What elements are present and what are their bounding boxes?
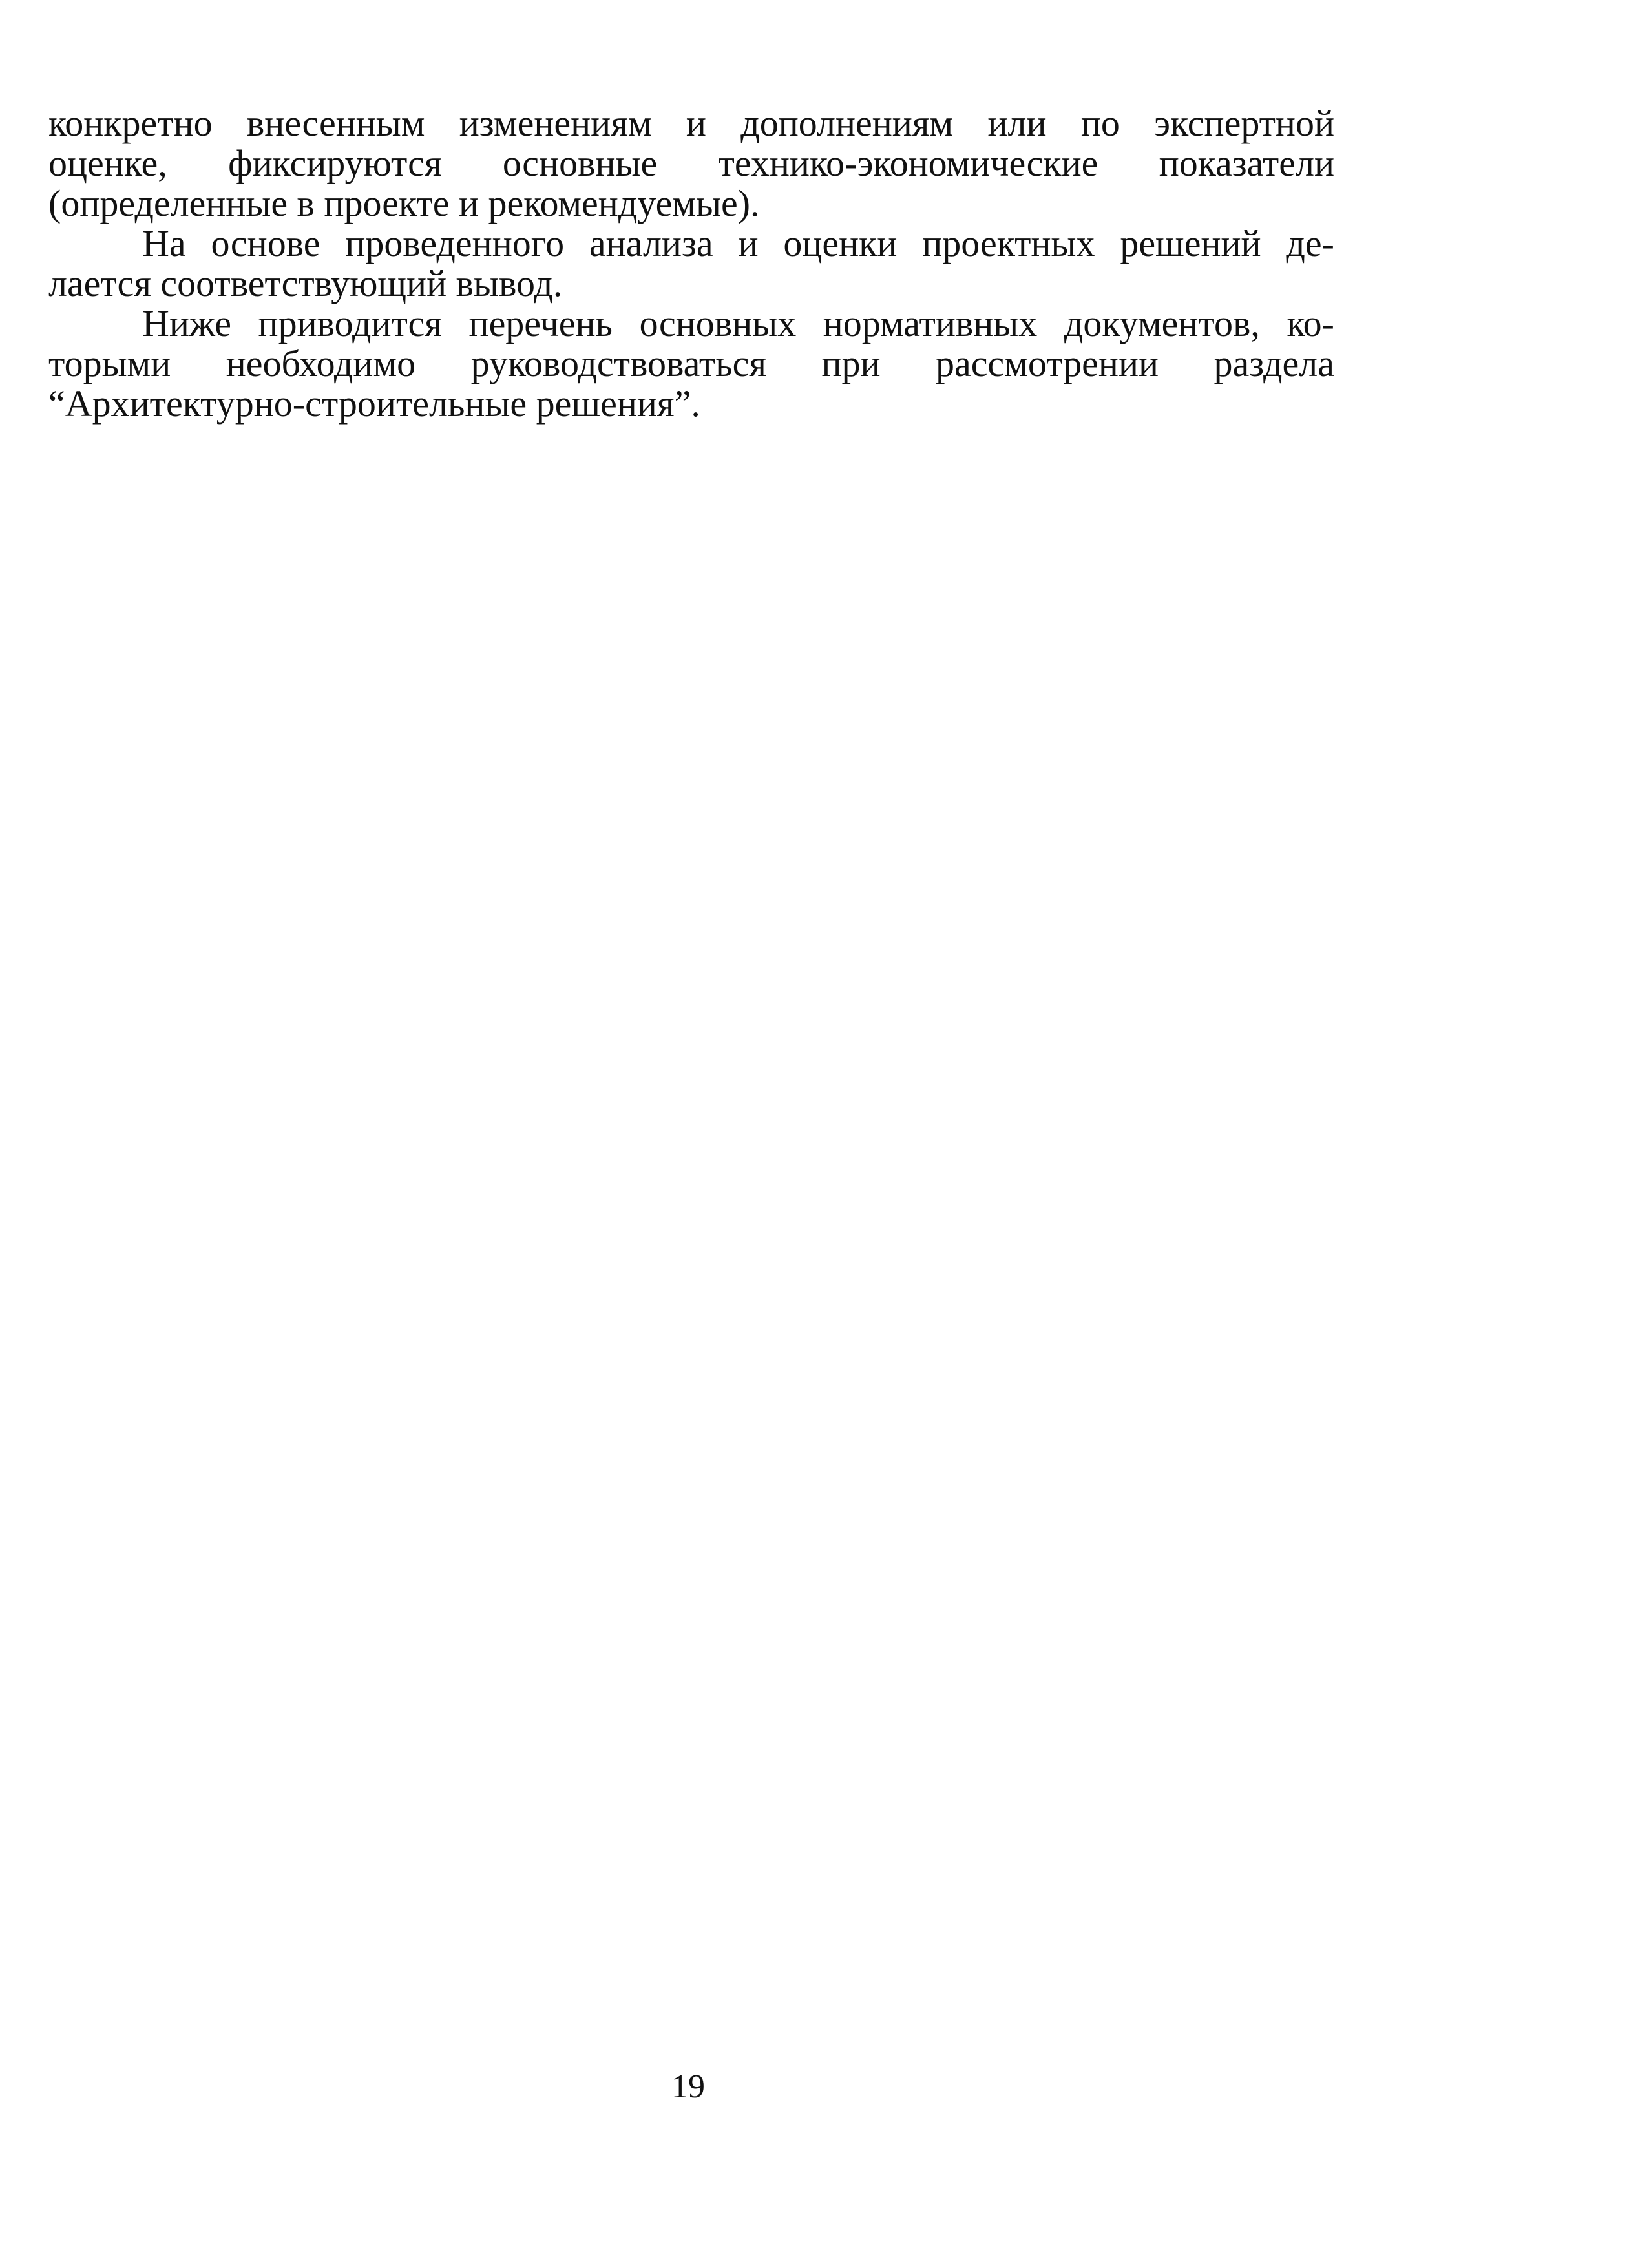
page-number: 19: [671, 2068, 705, 2105]
text-line: торыми необходимо руководствоваться при рассмотрении раздела: [48, 342, 1334, 384]
body-text: [48, 103, 1334, 424]
text-line: На основе проведенного анализа и оценки проектных решений де-: [142, 222, 1334, 264]
paragraph-2: [48, 224, 1334, 304]
text-line: конкретно внесенным изменениям и дополнениям или по экспертной: [48, 102, 1334, 144]
text-line: “Архитектурно-строительные решения”.: [48, 383, 700, 425]
text-line: Ниже приводится перечень основных нормативных документов, ко-: [142, 302, 1334, 344]
text-line: лается соответствующий вывод.: [48, 262, 563, 304]
paragraph-1: [48, 103, 1334, 224]
paragraph-3: [48, 304, 1334, 424]
text-line: (определенные в проекте и рекомендуемые).: [48, 182, 760, 224]
text-line: оценке, фиксируются основные технико-экономические показатели: [48, 142, 1334, 184]
